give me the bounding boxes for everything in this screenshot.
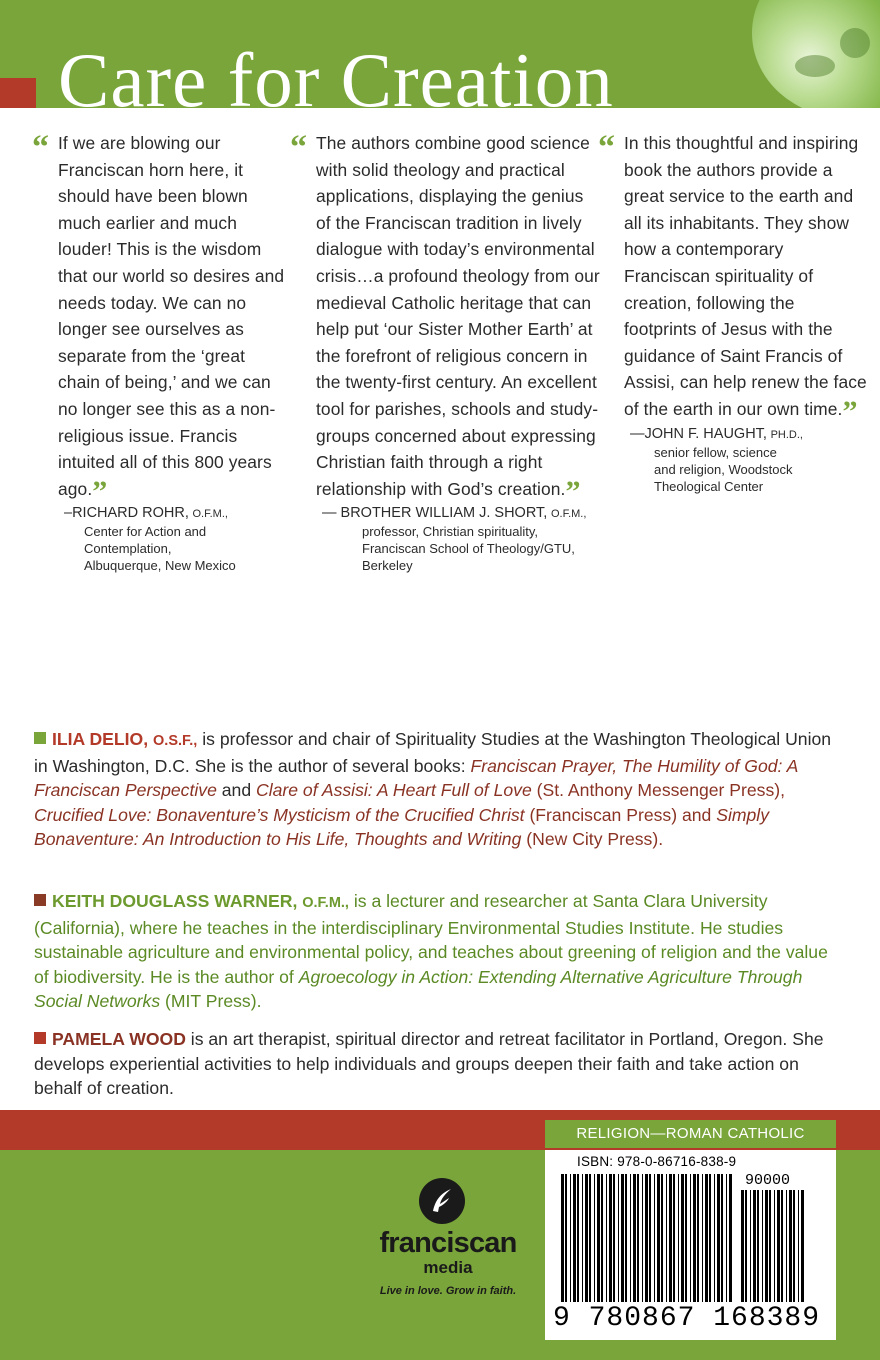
- isbn-digits: 9 780867 168389: [553, 1303, 821, 1334]
- attribution-line: Center for Action and: [84, 524, 207, 540]
- close-quote-icon: ”: [842, 394, 858, 428]
- barcode-box: [545, 1150, 836, 1340]
- bio-name: PAMELA WOOD: [52, 1029, 186, 1049]
- quote-attribution: [64, 504, 292, 574]
- attribution-line: Theological Center: [654, 478, 764, 494]
- attribution-suffix: O.F.M.,: [192, 508, 228, 521]
- bio-name: KEITH DOUGLASS WARNER,: [52, 891, 298, 911]
- attribution-suffix: PH.D.,: [770, 428, 803, 441]
- isbn-label: ISBN: 978-0-86716-838-9: [577, 1154, 737, 1169]
- quote-text: “ If we are blowing our Franciscan horn here, it should have been blown much earlier and much louder! This is the wisdom that our world so desires and needs today. We can no longer see ourselves as separate from the ‘great chain of being,’ and we can no longer see this as a non-religious issue. Francis intuited all of this 800 years ago.”: [32, 129, 285, 508]
- quote-rohr: [34, 130, 292, 574]
- quote-haught: [600, 130, 870, 495]
- attribution-line: professor, Christian spirituality,: [362, 524, 539, 540]
- attribution-line: and religion, Woodstock: [654, 461, 793, 477]
- close-quote-icon: ”: [92, 474, 108, 508]
- open-quote-icon: “: [598, 129, 616, 166]
- quote-text: “ The authors combine good science with solid theology and practical applications, displaying the genius of the Franciscan tradition in lively dialogue with today’s environmental crisis…a profound theology from our medieval Catholic heritage that can help put ‘our Sister Mother Earth’ at the forefront of religious concern in the twenty-first century. An excellent tool for parishes, schools and study-groups concerned about expressing Christian faith through a right relationship with God’s creation.”: [290, 129, 600, 508]
- globe-continent: [795, 55, 835, 77]
- book-title-italic: Agroecology in Action: Extending Alternative Agriculture Through Social Networks: [34, 966, 803, 1011]
- attribution-line: Berkeley: [362, 558, 413, 574]
- price-code: 90000: [745, 1172, 791, 1189]
- header-red-accent: [0, 78, 36, 108]
- attribution-line: senior fellow, science: [654, 444, 777, 460]
- quote-text: “ In this thoughtful and inspiring book the authors provide a great service to the earth and all its inhabitants. They show how a contemporary Franciscan spirituality of creation, following the footprints of Jesus with the guidance of Saint Francis of Assisi, can help renew the face of the earth in our own time.”: [598, 129, 867, 428]
- attribution-line: Albuquerque, New Mexico: [84, 558, 236, 574]
- quote-attribution: [322, 504, 602, 574]
- bullet-square-icon: [34, 894, 46, 906]
- publisher-name: franciscan: [379, 1227, 517, 1259]
- attribution-name: — BROTHER WILLIAM J. SHORT,: [322, 505, 548, 522]
- quote-attribution: [630, 425, 870, 495]
- attribution-suffix: O.F.M.,: [550, 508, 587, 521]
- bullet-square-icon: [34, 732, 46, 744]
- publisher-sub: media: [423, 1258, 473, 1277]
- bio-name: ILIA DELIO,: [52, 729, 149, 749]
- bio-warner: KEITH DOUGLASS WARNER, O.F.M., is a lecturer and researcher at Santa Clara University (California), where he teaches in the interdisciplinary Environmental Studies Institute. He studies sustainable agriculture and environmental policy, and teaches about greening of religion and the value of biodiversity. He is the author of Agroecology in Action: Extending Alternative Agriculture Through Social Networks (MIT Press).: [34, 891, 828, 1011]
- quote-short: [292, 130, 602, 574]
- book-title-italic: Simply Bonaventure: An Introduction to His Life, Thoughts and Writing: [34, 804, 769, 849]
- publisher-tagline: Live in love. Grow in faith.: [379, 1285, 517, 1297]
- bullet-square-icon: [34, 1032, 46, 1044]
- price-barcode-icon: [741, 1190, 805, 1302]
- book-title-italic: Franciscan Prayer, The Humility of God: A Franciscan Perspective: [34, 755, 798, 800]
- publisher-logo: [360, 1172, 536, 1312]
- header-band: [0, 0, 880, 108]
- attribution-line: Franciscan School of Theology/GTU,: [362, 541, 575, 557]
- close-quote-icon: ”: [565, 474, 581, 508]
- bio-delio: ILIA DELIO, O.S.F., is professor and chair of Spirituality Studies at the Washington Theological Union in Washington, D.C. She is the author of several books: Franciscan Prayer, The Humility of God: A Franciscan Perspective and Clare of Assisi: A Heart Full of Love (St. Anthony Messenger Press), Crucified Love: Bonaventure’s Mysticism of the Crucified Christ (Franciscan Press) and Simply Bonaventure: An Introduction to His Life, Thoughts and Writing (New City Press).: [34, 729, 832, 849]
- barcode-icon: [561, 1174, 733, 1302]
- book-title-italic: Crucified Love: Bonaventure’s Mysticism of the Crucified Christ: [34, 804, 525, 825]
- franciscan-f-icon: [419, 1178, 465, 1224]
- open-quote-icon: “: [290, 129, 308, 166]
- category-label: RELIGION—ROMAN CATHOLIC: [545, 1120, 836, 1148]
- attribution-name: —JOHN F. HAUGHT,: [630, 425, 767, 442]
- book-title-italic: Clare of Assisi: A Heart Full of Love: [256, 780, 532, 800]
- attribution-name: –RICHARD ROHR,: [64, 505, 189, 522]
- bio-credential: O.S.F.,: [153, 733, 198, 749]
- globe-continent: [840, 28, 870, 58]
- attribution-line: Contemplation,: [84, 541, 172, 557]
- bio-credential: O.F.M.,: [302, 895, 349, 911]
- book-title: Care for Creation: [58, 37, 614, 108]
- open-quote-icon: “: [32, 129, 50, 166]
- bio-wood: PAMELA WOOD is an art therapist, spiritual director and retreat facilitator in Portland, Oregon. She develops experiential activities to help individuals and groups deepen their faith and take action on behalf of creation.: [34, 1029, 824, 1098]
